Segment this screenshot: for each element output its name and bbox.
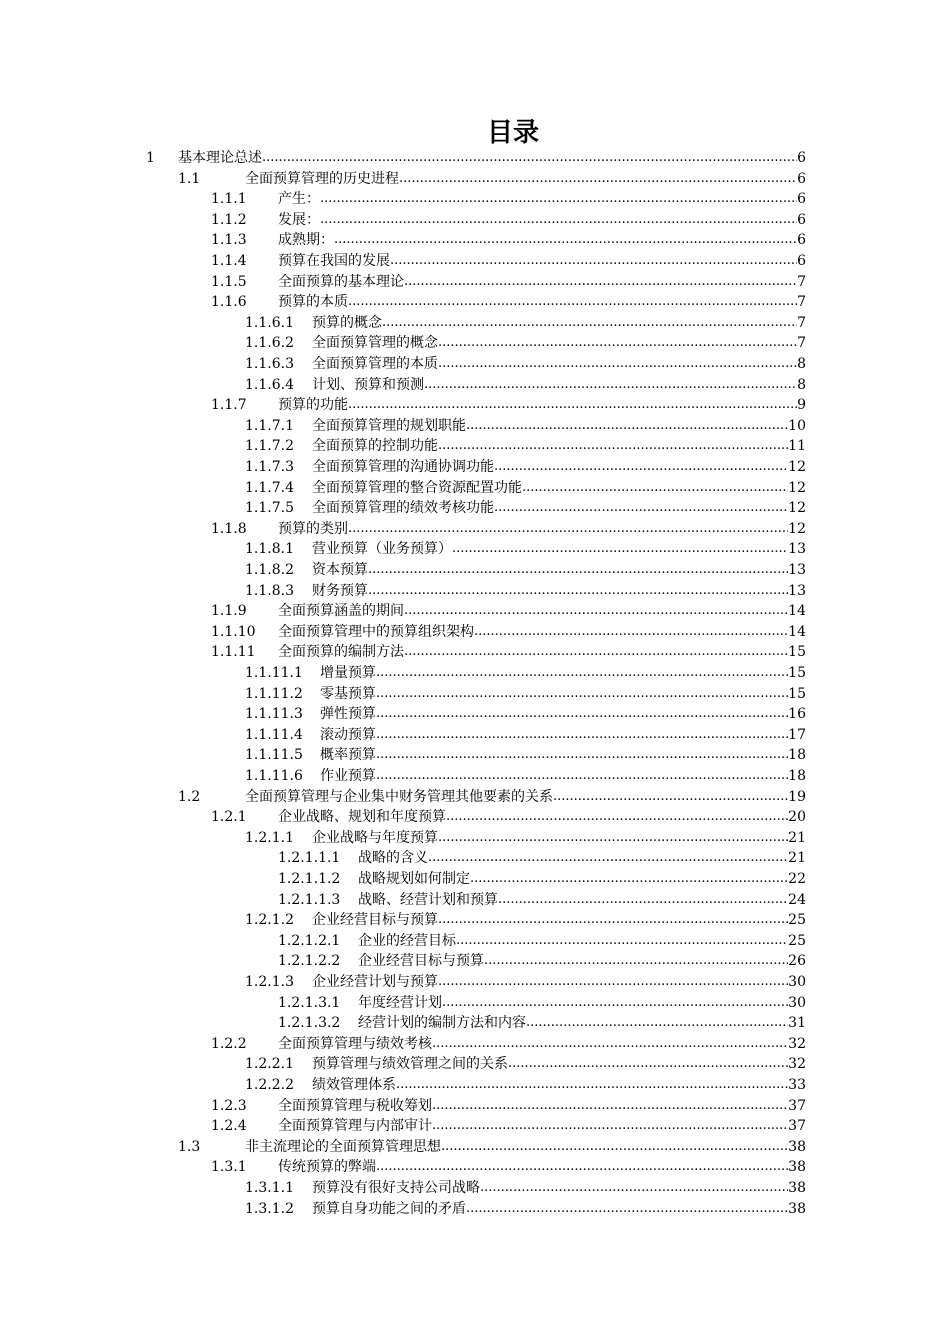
toc-dot-leader <box>334 230 797 250</box>
toc-entry-title: 预算的概念 <box>312 314 382 331</box>
toc-dot-leader <box>376 745 788 765</box>
toc-entry-number: 1.2.1.2.2 <box>278 953 341 970</box>
toc-entry[interactable] <box>211 807 806 827</box>
toc-entry-title: 滚动预算 <box>320 726 376 743</box>
toc-entry-number: 1.1.11 <box>211 644 256 661</box>
toc-entry-number: 1.1.11.2 <box>245 685 303 702</box>
toc-entry-page-number: 6 <box>797 211 806 228</box>
toc-entry-title: 全面预算管理与内部审计 <box>278 1118 432 1135</box>
toc-entry[interactable] <box>245 333 806 353</box>
toc-entry[interactable] <box>178 169 806 189</box>
toc-entry[interactable] <box>245 539 806 559</box>
toc-entry-title: 零基预算 <box>320 685 376 702</box>
toc-dot-leader <box>494 457 788 477</box>
toc-entry[interactable] <box>245 704 806 724</box>
toc-entry-title: 全面预算管理与企业集中财务管理其他要素的关系 <box>245 788 553 805</box>
toc-entry[interactable] <box>245 828 806 848</box>
toc-entry[interactable] <box>211 1116 806 1136</box>
toc-entry-page-number: 21 <box>788 829 806 846</box>
toc-entry[interactable] <box>245 663 806 683</box>
toc-entry-page-number: 24 <box>788 891 806 908</box>
toc-entry-page-number: 10 <box>788 417 806 434</box>
toc-entry[interactable] <box>245 910 806 930</box>
toc-entry-number: 1.1.6.4 <box>245 376 294 393</box>
toc-entry-title: 发展： <box>278 211 320 228</box>
toc-entry[interactable] <box>245 581 806 601</box>
toc-entry-page-number: 20 <box>788 809 806 826</box>
toc-entry-number: 1.2.1.2 <box>245 912 294 929</box>
toc-entry-page-number: 6 <box>797 150 806 166</box>
toc-entry[interactable] <box>245 560 806 580</box>
toc-entry-page-number: 11 <box>788 438 806 455</box>
toc-entry-page-number: 12 <box>788 459 806 475</box>
toc-entry-title: 企业战略、规划和年度预算 <box>278 809 446 826</box>
toc-entry-number: 1.2.1.3.2 <box>278 1015 341 1032</box>
toc-entry-title: 企业经营目标与预算 <box>358 953 484 970</box>
toc-entry-page-number: 7 <box>797 294 806 311</box>
toc-entry[interactable] <box>245 375 806 395</box>
toc-entry-number: 1.2.3 <box>211 1097 247 1114</box>
toc-entry-number: 1.2 <box>178 788 201 805</box>
toc-entry-title: 资本预算 <box>312 562 368 578</box>
toc-entry-number: 1.2.1.1.3 <box>278 891 341 908</box>
toc-entry[interactable] <box>278 951 806 971</box>
toc-entry-page-number: 38 <box>788 1200 806 1217</box>
toc-entry-title: 全面预算管理的规划职能 <box>312 417 466 434</box>
toc-entry-page-number: 12 <box>788 479 806 496</box>
toc-dot-leader <box>466 1199 788 1219</box>
toc-entry[interactable] <box>245 1054 806 1074</box>
toc-entry-number: 1.1.7.4 <box>245 479 294 496</box>
toc-entry-title: 绩效管理体系 <box>312 1077 396 1093</box>
toc-entry-number: 1.1.8.2 <box>245 562 294 578</box>
toc-entry-title: 全面预算管理的整合资源配置功能 <box>312 479 522 496</box>
toc-entry[interactable] <box>211 1034 806 1054</box>
toc-entry-page-number: 18 <box>788 768 806 784</box>
toc-entry-title: 全面预算的编制方法 <box>278 644 404 661</box>
toc-entry-number: 1.1.11.1 <box>245 665 303 681</box>
toc-entry[interactable] <box>211 272 806 292</box>
toc-entry-page-number: 8 <box>797 356 806 372</box>
toc-entry-page-number: 26 <box>788 953 806 970</box>
toc-entry[interactable] <box>245 1178 806 1198</box>
toc-entry[interactable] <box>245 745 806 765</box>
toc-entry[interactable] <box>245 1199 806 1219</box>
toc-entry-page-number: 13 <box>788 582 806 599</box>
toc-title: 目录 <box>486 118 539 148</box>
toc-entry[interactable] <box>211 210 806 230</box>
toc-entry-title: 企业经营计划与预算 <box>312 974 438 990</box>
toc-entry[interactable] <box>245 313 806 333</box>
toc-dot-leader <box>438 910 788 930</box>
toc-entry-page-number: 32 <box>788 1056 806 1073</box>
toc-entry-number: 1.2.1.3.1 <box>278 994 341 1011</box>
toc-entry-page-number: 8 <box>797 376 806 393</box>
toc-dot-leader <box>348 395 797 415</box>
toc-entry[interactable] <box>278 890 806 910</box>
toc-entry[interactable] <box>211 622 806 642</box>
toc-entry-page-number: 19 <box>788 788 806 805</box>
toc-entry-page-number: 31 <box>788 1015 806 1032</box>
toc-entry-number: 1.1.7.1 <box>245 417 294 434</box>
toc-entry[interactable] <box>245 354 806 374</box>
toc-entry-page-number: 25 <box>788 932 806 949</box>
toc-dot-leader <box>368 560 788 580</box>
toc-dot-leader <box>382 313 797 333</box>
toc-dot-leader <box>466 416 788 436</box>
toc-dot-leader <box>396 1075 788 1095</box>
toc-entry-title: 全面预算管理与税收筹划 <box>278 1097 432 1114</box>
toc-dot-leader <box>376 704 788 724</box>
toc-entry-page-number: 38 <box>788 1138 806 1155</box>
toc-entry-title: 非主流理论的全面预算管理思想 <box>245 1138 441 1155</box>
toc-entry-number: 1.1.8 <box>211 520 247 537</box>
toc-entry-page-number: 7 <box>797 273 806 290</box>
toc-entry-number: 1.1.7.5 <box>245 500 294 517</box>
toc-dot-leader <box>432 1116 788 1136</box>
toc-entry[interactable] <box>178 787 806 807</box>
toc-entry-number: 1.1.6.3 <box>245 356 294 372</box>
toc-entry-number: 1.1.5 <box>211 273 247 290</box>
toc-dot-leader <box>470 869 788 889</box>
toc-entry[interactable] <box>278 931 806 951</box>
toc-entry-number: 1.1.3 <box>211 232 247 249</box>
toc-entry-title: 增量预算 <box>320 665 376 681</box>
toc-entry-page-number: 21 <box>788 850 806 867</box>
toc-entry-page-number: 30 <box>788 994 806 1011</box>
toc-entry[interactable] <box>245 1075 806 1095</box>
toc-entry-number: 1.1.11.3 <box>245 706 303 723</box>
toc-entry-number: 1.2.1.1 <box>245 829 294 846</box>
toc-dot-leader <box>452 539 788 559</box>
toc-entry-page-number: 6 <box>797 232 806 249</box>
toc-entry-title: 战略规划如何制定 <box>358 871 470 887</box>
toc-entry-title: 全面预算管理的概念 <box>312 335 438 352</box>
toc-entry[interactable] <box>245 457 806 477</box>
toc-entry-title: 全面预算的基本理论 <box>278 273 404 290</box>
toc-entry[interactable] <box>178 1137 806 1157</box>
toc-entry-number: 1.1 <box>178 170 201 187</box>
toc-dot-leader <box>262 148 797 168</box>
toc-entry-page-number: 12 <box>788 520 806 537</box>
toc-entry-page-number: 13 <box>788 562 806 578</box>
toc-entry-number: 1.1.6.1 <box>245 314 294 331</box>
toc-entry-number: 1.2.4 <box>211 1118 247 1135</box>
toc-entry-number: 1.2.2.2 <box>245 1077 294 1093</box>
toc-dot-leader <box>456 931 788 951</box>
toc-dot-leader <box>526 1013 788 1033</box>
toc-entry-title: 全面预算涵盖的期间 <box>278 603 404 620</box>
toc-entry-title: 全面预算管理的沟通协调功能 <box>312 459 494 475</box>
toc-dot-leader <box>438 354 797 374</box>
toc-entry-title: 全面预算管理中的预算组织架构 <box>278 623 474 640</box>
toc-dot-leader <box>432 1096 788 1116</box>
toc-dot-leader <box>442 993 788 1013</box>
toc-entry-page-number: 6 <box>797 253 806 269</box>
toc-entry-page-number: 9 <box>797 397 806 414</box>
toc-entry-number: 1.3 <box>178 1138 201 1155</box>
toc-entry-page-number: 38 <box>788 1180 806 1196</box>
toc-entry-number: 1.1.4 <box>211 253 247 269</box>
toc-dot-leader <box>553 787 788 807</box>
toc-dot-leader <box>480 1178 788 1198</box>
toc-entry-number: 1.1.10 <box>211 623 256 640</box>
toc-entry-number: 1.1.1 <box>211 191 247 208</box>
toc-entry[interactable] <box>245 498 806 518</box>
toc-entry-number: 1.3.1 <box>211 1159 247 1176</box>
toc-entry-number: 1.3.1.1 <box>245 1180 294 1196</box>
toc-dot-leader <box>404 272 797 292</box>
toc-entry-title: 概率预算 <box>320 747 376 764</box>
toc-entry[interactable] <box>278 869 806 889</box>
toc-entry-number: 1.2.1.1.2 <box>278 871 341 887</box>
toc-entry-number: 1.1.8.3 <box>245 582 294 599</box>
toc-entry[interactable] <box>211 292 806 312</box>
toc-dot-leader <box>484 951 788 971</box>
toc-entry-page-number: 14 <box>788 623 806 640</box>
toc-dot-leader <box>348 292 797 312</box>
toc-entry[interactable] <box>211 519 806 539</box>
toc-dot-leader <box>424 375 797 395</box>
toc-entry[interactable] <box>211 601 806 621</box>
toc-entry[interactable] <box>245 478 806 498</box>
toc-entry-title: 预算在我国的发展 <box>278 253 390 269</box>
toc-entry-number: 1.2.1 <box>211 809 247 826</box>
toc-entry-page-number: 22 <box>788 871 806 887</box>
toc-entry[interactable] <box>211 251 806 271</box>
toc-entry-title: 财务预算 <box>312 582 368 599</box>
toc-entry-title: 预算的本质 <box>278 294 348 311</box>
toc-entry[interactable] <box>211 642 806 662</box>
toc-entry-number: 1.1.6.2 <box>245 335 294 352</box>
toc-entry-title: 产生： <box>278 191 320 208</box>
toc-entry-title: 弹性预算 <box>320 706 376 723</box>
toc-entry-title: 传统预算的弊端 <box>278 1159 376 1176</box>
toc-entry-page-number: 32 <box>788 1035 806 1052</box>
toc-entry-page-number: 16 <box>788 706 806 723</box>
toc-entry-number: 1.1.8.1 <box>245 541 294 558</box>
toc-entry-page-number: 37 <box>788 1118 806 1135</box>
toc-entry-page-number: 6 <box>797 170 806 187</box>
toc-entry-page-number: 15 <box>788 665 806 681</box>
toc-entry-number: 1.1.9 <box>211 603 247 620</box>
toc-entry-page-number: 14 <box>788 603 806 620</box>
toc-entry-page-number: 25 <box>788 912 806 929</box>
toc-dot-leader <box>446 807 788 827</box>
toc-entry-title: 战略、经营计划和预算 <box>358 891 498 908</box>
toc-dot-leader <box>376 663 788 683</box>
toc-dot-leader <box>522 478 788 498</box>
toc-dot-leader <box>368 581 788 601</box>
toc-entry-title: 预算的类别 <box>278 520 348 537</box>
toc-dot-leader <box>376 684 788 704</box>
toc-entry-page-number: 33 <box>788 1077 806 1093</box>
toc-entry-page-number: 15 <box>788 644 806 661</box>
toc-entry[interactable] <box>245 766 806 786</box>
toc-entry-page-number: 13 <box>788 541 806 558</box>
toc-entry[interactable] <box>278 1013 806 1033</box>
toc-entry-number: 1.1.7 <box>211 397 247 414</box>
toc-entry-title: 全面预算管理的历史进程 <box>245 170 399 187</box>
toc-dot-leader <box>438 333 797 353</box>
toc-dot-leader <box>438 972 788 992</box>
toc-dot-leader <box>441 1137 788 1157</box>
toc-dot-leader <box>432 1034 788 1054</box>
toc-entry[interactable] <box>211 1096 806 1116</box>
toc-dot-leader <box>348 519 788 539</box>
toc-dot-leader <box>404 601 788 621</box>
toc-dot-leader <box>399 169 797 189</box>
toc-entry-number: 1.1.11.5 <box>245 747 303 764</box>
toc-entry[interactable] <box>211 230 806 250</box>
toc-entry-number: 1.1.2 <box>211 211 247 228</box>
toc-entry-page-number: 38 <box>788 1159 806 1176</box>
toc-entry-number: 1.1.11.4 <box>245 726 303 743</box>
toc-entry[interactable] <box>211 395 806 415</box>
toc-dot-leader <box>390 251 797 271</box>
toc-entry-title: 经营计划的编制方法和内容 <box>358 1015 526 1032</box>
toc-entry-title: 计划、预算和预测 <box>312 376 424 393</box>
toc-entry-title: 预算管理与绩效管理之间的关系 <box>312 1056 508 1073</box>
toc-entry[interactable] <box>245 684 806 704</box>
toc-entry[interactable] <box>278 848 806 868</box>
toc-dot-leader <box>494 498 788 518</box>
toc-entry-number: 1.1.7.3 <box>245 459 294 475</box>
toc-entry-page-number: 7 <box>797 335 806 352</box>
toc-dot-leader <box>404 642 788 662</box>
toc-entry-title: 成熟期： <box>278 232 334 249</box>
toc-entry[interactable] <box>245 725 806 745</box>
toc-dot-leader <box>498 890 788 910</box>
toc-dot-leader <box>508 1054 788 1074</box>
toc-entry-title: 预算自身功能之间的矛盾 <box>312 1200 466 1217</box>
toc-entry[interactable] <box>278 993 806 1013</box>
toc-entry[interactable] <box>146 148 806 168</box>
toc-entry-title: 年度经营计划 <box>358 994 442 1011</box>
toc-entry[interactable] <box>211 1157 806 1177</box>
toc-entry-page-number: 37 <box>788 1097 806 1114</box>
toc-entry-title: 全面预算管理的本质 <box>312 356 438 372</box>
toc-entry-page-number: 30 <box>788 974 806 990</box>
toc-dot-leader <box>474 622 788 642</box>
toc-dot-leader <box>428 848 788 868</box>
toc-entry[interactable] <box>245 972 806 992</box>
toc-entry-number: 1.2.1.2.1 <box>278 932 341 949</box>
toc-dot-leader <box>376 1157 788 1177</box>
toc-entry-page-number: 6 <box>797 191 806 208</box>
toc-entry-title: 战略的含义 <box>358 850 428 867</box>
toc-entry-title: 企业经营目标与预算 <box>312 912 438 929</box>
toc-entry[interactable] <box>245 416 806 436</box>
toc-entry[interactable] <box>211 189 806 209</box>
toc-dot-leader <box>320 189 797 209</box>
toc-entry-title: 营业预算（业务预算） <box>312 541 452 558</box>
toc-entry-number: 1.2.1.1.1 <box>278 850 341 867</box>
toc-entry-page-number: 7 <box>797 314 806 331</box>
toc-dot-leader <box>438 436 788 456</box>
toc-entry-page-number: 12 <box>788 500 806 517</box>
toc-entry-title: 全面预算管理与绩效考核 <box>278 1035 432 1052</box>
toc-entry-title: 预算没有很好支持公司战略 <box>312 1180 480 1196</box>
toc-entry-number: 1.3.1.2 <box>245 1200 294 1217</box>
toc-entry-number: 1.1.7.2 <box>245 438 294 455</box>
toc-dot-leader <box>438 828 788 848</box>
toc-entry-title: 预算的功能 <box>278 397 348 414</box>
toc-entry-number: 1.2.2 <box>211 1035 247 1052</box>
toc-entry[interactable] <box>245 436 806 456</box>
toc-entry-title: 企业的经营目标 <box>358 932 456 949</box>
toc-entry-page-number: 18 <box>788 747 806 764</box>
toc-entry-number: 1.1.11.6 <box>245 768 303 784</box>
toc-entry-number: 1.2.2.1 <box>245 1056 294 1073</box>
toc-entry-title: 全面预算管理的绩效考核功能 <box>312 500 494 517</box>
toc-entry-page-number: 17 <box>788 726 806 743</box>
toc-entry-number: 1.2.1.3 <box>245 974 294 990</box>
toc-dot-leader <box>376 725 788 745</box>
toc-entry-number: 1 <box>146 150 155 166</box>
toc-entry-page-number: 15 <box>788 685 806 702</box>
toc-entry-number: 1.1.6 <box>211 294 247 311</box>
toc-entry-title: 全面预算的控制功能 <box>312 438 438 455</box>
toc-entry-title: 作业预算 <box>320 768 376 784</box>
toc-dot-leader <box>376 766 788 786</box>
toc-entry-title: 基本理论总述 <box>178 150 262 166</box>
toc-entry-title: 企业战略与年度预算 <box>312 829 438 846</box>
toc-dot-leader <box>320 210 797 230</box>
